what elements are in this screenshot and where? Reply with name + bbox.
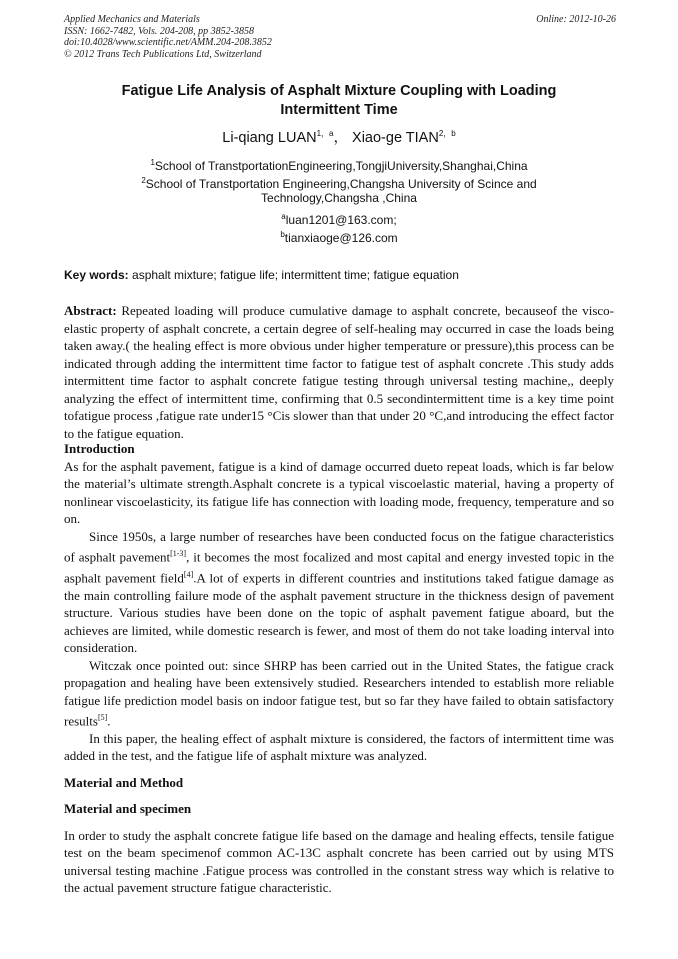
intro-p2-text-c: .A lot of experts in different countries and institutions taked fatigue damage as the main controlling failure mode of the asphalt pavement structure in the thickness design of pavement structure. Various studies have been done on the topic of asphalt pavement fatigue aboard, but the achieves are limited, while domestic research is fewer, and most of them do not take loading interval into consideration. [64,570,614,656]
intro-paragraph-2 [64,528,614,657]
material-paragraph-1: In order to study the asphalt concrete fatigue life based on the damage and healing effects, tensile fatigue test on the beam specimenof common AC-13C asphalt concrete has been carried out by using MTS universal testing machine .Fatigue process was controlled in the constant stress way which is relative to the actual pavement structure fatigue characteristic. [64,827,614,896]
author-2-sup: 2，b [438,129,456,139]
intro-paragraph-1: As for the asphalt pavement, fatigue is a kind of damage occurred dueto repeat loads, which is far below the material’s ultimate strength.Asphalt concrete is a typical viscoelastic material, having a property of nonlinear viscoelasticity, its fatigue life has connection with loading mode, frequency, temperature and so on. [64,458,614,526]
aff-2-sup: 2 [141,176,146,185]
aff-1-text: School of TranstportationEngineering,TongjiUniversity,Shanghai,China [154,159,528,173]
journal-name: Applied Mechanics and Materials [64,14,200,25]
email-a-text: luan1201@163.com; [285,213,397,227]
intro-p2-text-a: Since 1950s, a large number of researches have been conducted focus on the fatigue characteristics of asphalt pavement [64,528,614,565]
material-specimen-heading: Material and specimen [64,801,192,817]
intro-p2-text-b: , it becomes the most focalized and most capital and energy invested topic in the asphalt pavement field [64,549,614,586]
intro-p3-text-a: Witczak once pointed out: since SHRP has been carried out in the United States, the fatigue crack propagation and healing have been extensively studied. Researchers intended to establish more reliable fatigue life prediction model basis on indoor fatigue test, but so far they have failed to obtain satisfactory results [64,657,614,729]
abstract [64,302,614,442]
citation-4: [4] [183,569,194,579]
journal-header [64,14,616,60]
material-method-heading: Material and Method [64,774,184,790]
aff-1-sup: 1 [150,158,155,167]
introduction-heading: Introduction [64,441,135,456]
paper-title [70,82,608,120]
abstract-label: Abstract: [64,303,117,318]
email-a-sup: a [281,212,286,221]
keywords [64,268,616,282]
email-b-sup: b [280,230,285,239]
author-1: Li-qiang LUAN [222,130,317,146]
author-separator: ， [333,130,348,146]
abstract-text: Repeated loading will produce cumulative damage to asphalt concrete, becauseof the visco-elastic property of asphalt concrete, a certain degree of self-healing may occurred in case the loads being taken away.( the healing effect is more obvious under higher temperature or pressure),this process can be indicated through adding the intermittent time factor to fatigue test of asphalt concrete .This study adds intermittent time factor to asphalt concrete fatigue testing through universal testing machine,, deeply analyzing the effect of intermittent time, confirming that 0.5 secondintermittent time is a key time point tofatigue process ,fatigue rate under15 °Cis slower than that under 20 °C,and introducing the effect factor to the fatigue equation. [64,303,614,441]
author-1-sup: 1，a [316,129,334,139]
author-2: Xiao-ge TIAN [352,130,439,146]
online-date: Online: 2012-10-26 [536,14,616,25]
intro-p3-text-b: . [107,713,111,729]
doi-line: doi:10.4028/www.scientific.net/AMM.204-208.3852 [64,37,272,48]
issn-line: ISSN: 1662-7482, Vols. 204-208, pp 3852-3858 [64,25,254,37]
aff-2-text-line1: School of Transtportation Engineering,Changsha University of Scince and [145,177,537,191]
email-b-text: tianxiaoge@126.com [284,231,398,245]
main-body [64,440,614,897]
intro-paragraph-3 [64,657,614,730]
affiliation-2-cont [0,190,678,208]
title-line-1: Fatigue Life Analysis of Asphalt Mixture Coupling with Loading [121,83,557,99]
email-b [0,226,678,248]
citation-1-3: [1-3] [170,549,187,558]
keywords-text: asphalt mixture; fatigue life; intermittent time; fatigue equation [128,268,459,282]
author-line [0,126,678,147]
title-line-2: Intermittent Time [280,102,398,118]
copyright-line: © 2012 Trans Tech Publications Ltd, Switzerland [64,48,262,60]
citation-5: [5] [97,713,108,723]
intro-paragraph-4: In this paper, the healing effect of asphalt mixture is considered, the factors of intermittent time was added in the test, and the fatigue life of asphalt mixture was analyzed. [64,730,614,764]
aff-2-text-line2: Technology,Changsha ,China [261,191,417,205]
keywords-label: Key words: [64,268,129,282]
